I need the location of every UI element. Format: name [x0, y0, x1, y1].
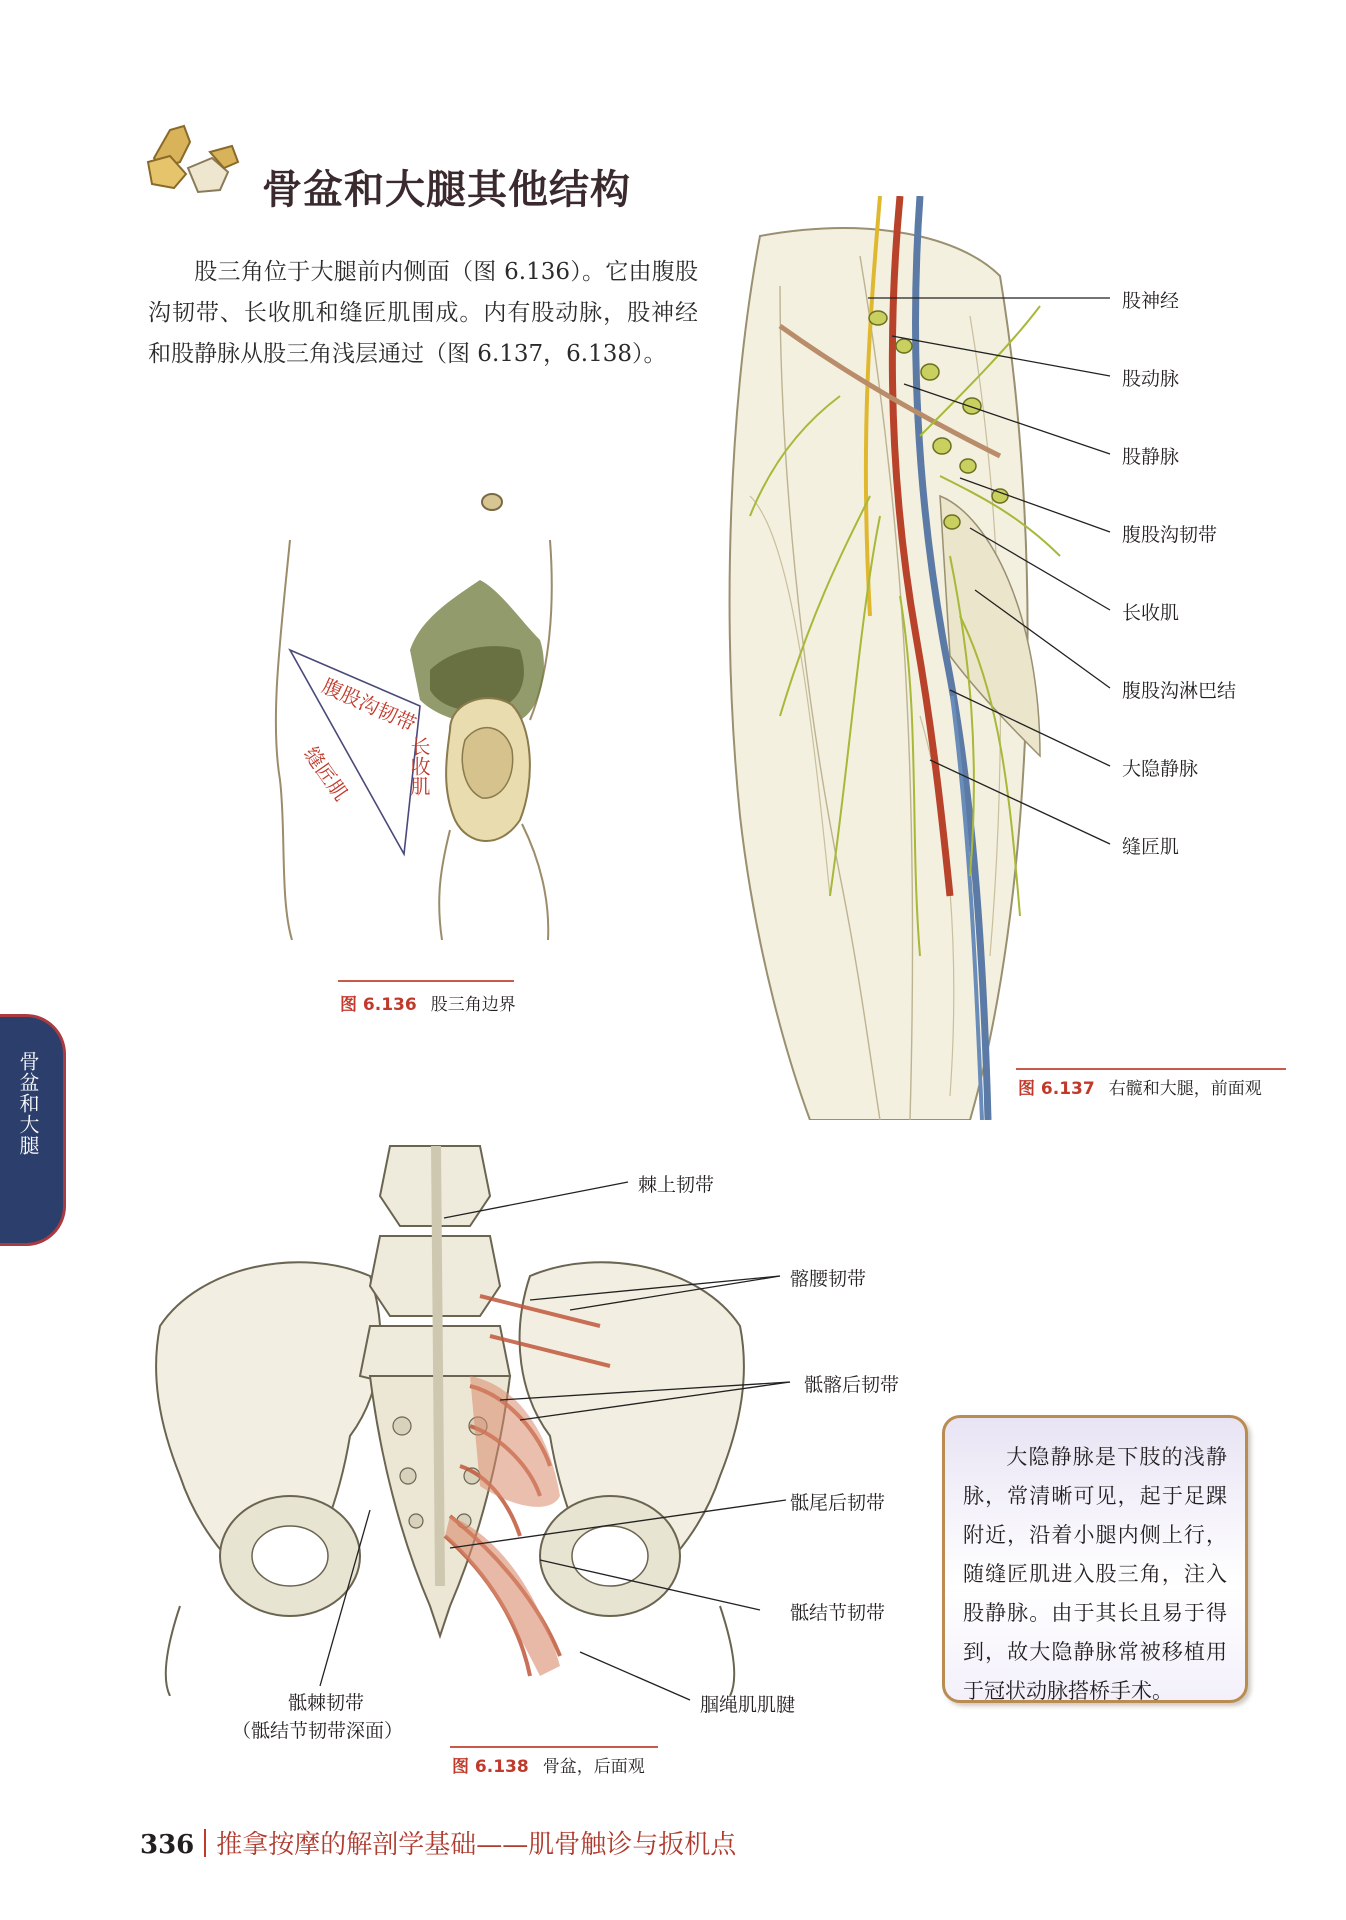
label-inguinal-ligament-137: 腹股沟韧带 [1122, 524, 1218, 546]
label-adductor-longus-137: 长收肌 [1122, 602, 1180, 624]
caption-number: 图 6.137 [1018, 1079, 1095, 1099]
caption-text: 股三角边界 [430, 995, 516, 1015]
label-femoral-vein: 股静脉 [1122, 446, 1180, 468]
label-sacrotuberous-ligament: 骶结节韧带 [790, 1602, 886, 1624]
label-posterior-sacroiliac-ligament: 骶髂后韧带 [804, 1374, 900, 1396]
caption-number: 图 6.136 [340, 995, 417, 1015]
intro-text: 股三角位于大腿前内侧面（图 6.136）。它由腹股沟韧带、长收肌和缝匠肌围成。内有股动脉，股神经和股静脉从股三角浅层通过（图 6.137，6.138）。 [148, 259, 698, 367]
label-femoral-nerve: 股神经 [1122, 290, 1180, 312]
footer-divider [204, 1829, 206, 1857]
label-femoral-artery: 股动脉 [1122, 368, 1180, 390]
label-great-saphenous-vein: 大隐静脉 [1122, 758, 1199, 780]
label-inguinal-lymph-nodes: 腹股沟淋巴结 [1122, 680, 1237, 702]
label-posterior-sacrococcygeal-ligament: 骶尾后韧带 [790, 1492, 886, 1514]
label-iliolumbar-ligament: 髂腰韧带 [790, 1268, 867, 1290]
caption-text: 右髋和大腿，前面观 [1108, 1079, 1262, 1099]
caption-text: 骨盆，后面观 [542, 1757, 645, 1777]
label-sartorius-137: 缝匠肌 [1122, 836, 1180, 858]
caption-number: 图 6.138 [452, 1757, 529, 1777]
book-title: 推拿按摩的解剖学基础——肌骨触诊与扳机点 [216, 1830, 737, 1860]
caption-rule-138 [450, 1746, 658, 1748]
info-note-box [942, 1415, 1248, 1703]
section-title: 骨盆和大腿其他结构 [262, 167, 631, 213]
page-number: 336 [140, 1830, 195, 1860]
label-hamstring-tendon: 腘绳肌肌腱 [700, 1694, 796, 1716]
note-text: 大隐静脉是下肢的浅静脉，常清晰可见，起于足踝附近，沿着小腿内侧上行，随缝匠肌进入股三角，注入股静脉。由于其长且易于得到，故大隐静脉常被移植用于冠状动脉搭桥手术。 [963, 1445, 1227, 1703]
label-inguinal-ligament-136: 腹股沟韧带 [318, 673, 420, 737]
label-sacrospinous-note: （骶结节韧带深面） [232, 1720, 404, 1742]
side-tab-label: 骨盆和大腿 [16, 1051, 40, 1156]
label-adductor-longus-136: 长收肌 [407, 736, 431, 796]
caption-6-138 [452, 1752, 645, 1777]
page-footer [140, 1824, 736, 1861]
label-sacrospinous-ligament: 骶棘韧带 [288, 1692, 365, 1714]
label-supraspinous-ligament: 棘上韧带 [638, 1174, 715, 1196]
label-sartorius-136: 缝匠肌 [299, 742, 354, 806]
